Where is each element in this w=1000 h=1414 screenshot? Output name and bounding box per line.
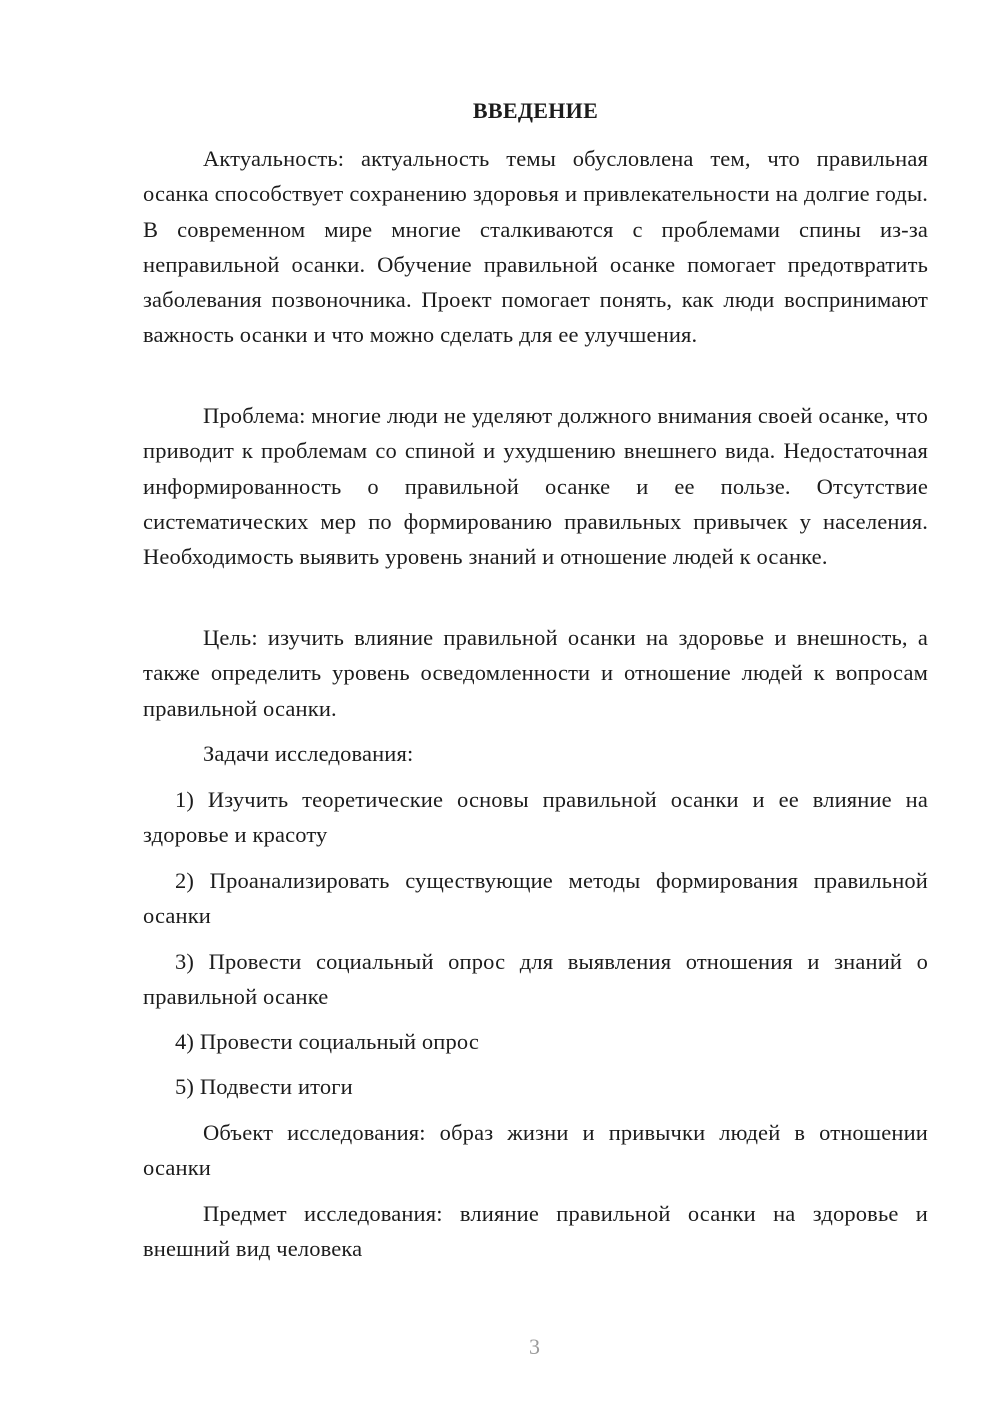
task-item-4: 4) Провести социальный опрос — [175, 1029, 479, 1054]
task-item-2: 2) Проанализировать существующие методы формирования правильной осанки — [143, 868, 928, 929]
task-item-1: 1) Изучить теоретические основы правильной осанки и ее влияние на здоровье и красоту — [143, 787, 928, 848]
task-item-3: 3) Провести социальный опрос для выявления отношения и знаний о правильной осанке — [143, 949, 928, 1010]
paragraph-goal: Цель: изучить влияние правильной осанки на здоровье и внешность, а также определить уровень осведомленности и отношение людей к вопросам правильной осанки. — [143, 625, 928, 721]
page-number-text: 3 — [529, 1334, 540, 1359]
paragraph-subject: Предмет исследования: влияние правильной осанки на здоровье и внешний вид человека — [143, 1201, 928, 1262]
paragraph-object: Объект исследования: образ жизни и привычки людей в отношении осанки — [143, 1120, 928, 1181]
page-title: ВВЕДЕНИЕ — [472, 98, 599, 123]
task-item-5: 5) Подвести итоги — [175, 1074, 353, 1099]
paragraph-relevance: Актуальность: актуальность темы обусловлена тем, что правильная осанка способствует сохранению здоровья и привлекательности на долгие годы. В современном мире многие сталкиваются с проблемами спины из-за неправильной осанки. Обучение правильной осанке помогает предотвратить заболевания позвоночника. Проект помогает понять, как люди воспринимают важность осанки и что можно сделать для ее улучшения. — [143, 146, 928, 348]
paragraph-problem: Проблема: многие люди не уделяют должного внимания своей осанке, что приводит к проблемам со спиной и ухудшению внешнего вида. Недостаточная информированность о правильной осанке и ее пользе. Отсутствие систематических мер по формированию правильных привычек у населения. Необходимость выявить уровень знаний и отношение людей к осанке. — [143, 403, 928, 570]
tasks-heading: Задачи исследования: — [203, 741, 414, 766]
